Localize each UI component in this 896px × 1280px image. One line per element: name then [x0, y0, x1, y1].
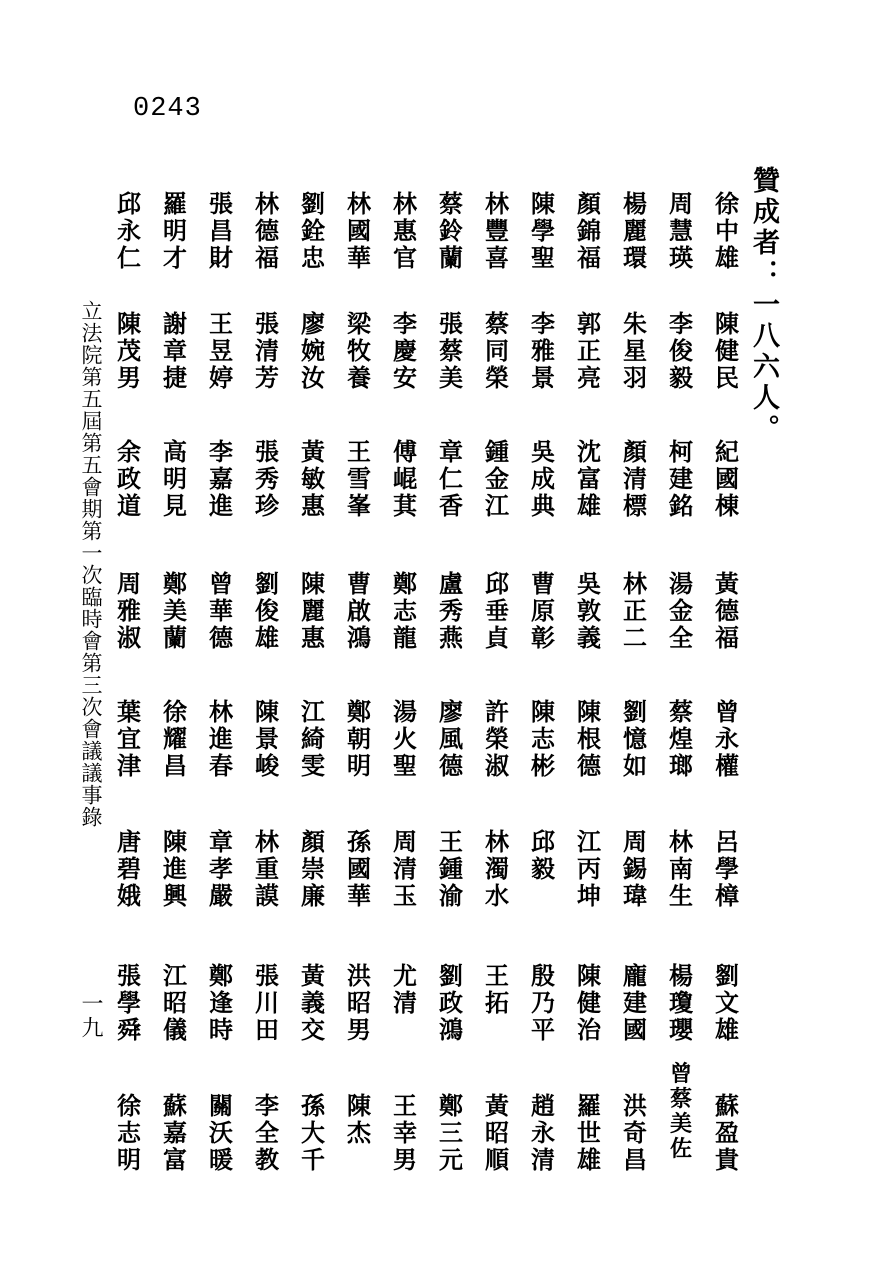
legislator-name: 郭正亮: [577, 309, 601, 392]
legislator-name: 周清玉: [393, 827, 417, 910]
name-column: [658, 190, 704, 1180]
legislator-name: 曾蔡美佐: [669, 1061, 692, 1162]
legislator-name: 張昌財: [209, 189, 233, 272]
legislator-name: 鄭志龍: [393, 569, 417, 652]
legislator-name: 沈富雄: [577, 437, 601, 520]
legislator-name: 鄭三元: [439, 1091, 463, 1174]
name-grid: [100, 190, 750, 1180]
legislator-name: 劉俊雄: [255, 569, 279, 652]
name-column: [428, 190, 474, 1180]
legislator-name: 曹原彰: [531, 569, 555, 652]
legislator-name: 張蔡美: [439, 309, 463, 392]
legislator-name: 章孝嚴: [209, 827, 233, 910]
legislator-name: 李慶安: [393, 309, 417, 392]
legislator-name: 洪昭男: [347, 961, 371, 1044]
legislator-name: 廖婉汝: [301, 309, 325, 392]
legislator-name: 蔡煌瑯: [669, 697, 693, 780]
legislator-name: 陳健治: [577, 961, 601, 1044]
legislator-name: 陳進興: [163, 827, 187, 910]
legislator-name: 林正二: [623, 569, 647, 652]
legislator-name: 邱 毅: [531, 827, 579, 883]
legislator-name: 傅崐萁: [393, 437, 417, 520]
legislator-name: 林豐喜: [485, 189, 509, 272]
legislator-name: 陳景峻: [255, 697, 279, 780]
legislator-name: 梁牧養: [347, 309, 371, 392]
legislator-name: 楊麗環: [623, 189, 647, 272]
legislator-name: 王雪峯: [347, 437, 371, 520]
name-column: [198, 190, 244, 1180]
legislator-name: 黃敏惠: [301, 437, 325, 520]
legislator-name: 羅明才: [163, 189, 187, 272]
legislator-name: 劉政鴻: [439, 961, 463, 1044]
leaf-number: 一九: [78, 992, 103, 1040]
legislator-name: 江昭儀: [163, 961, 187, 1044]
name-column: [382, 189, 441, 1180]
legislator-name: 蔡鈴蘭: [439, 189, 463, 272]
name-column: [106, 190, 152, 1180]
legislator-name: 陳麗惠: [301, 569, 325, 652]
legislator-name: 蘇嘉富: [163, 1091, 187, 1174]
legislator-name: 邱垂貞: [485, 569, 509, 652]
legislator-name: 陳根德: [577, 697, 601, 780]
legislator-name: 李嘉進: [209, 437, 233, 520]
legislator-name: 顏崇廉: [301, 827, 325, 910]
heading: 贊成者：一八六人。: [748, 166, 779, 445]
legislator-name: 洪奇昌: [623, 1091, 647, 1174]
legislator-name: 劉銓忠: [301, 189, 325, 272]
legislator-name: 楊瓊瓔: [669, 961, 693, 1044]
legislator-name: 徐耀昌: [163, 697, 187, 780]
legislator-name: 林濁水: [485, 827, 509, 910]
legislator-name: 盧秀燕: [439, 569, 463, 652]
legislator-name: 高明見: [163, 437, 187, 520]
legislator-name: 孫大千: [301, 1091, 325, 1174]
legislator-name: 徐志明: [117, 1091, 141, 1174]
name-column: [566, 190, 612, 1180]
legislator-name: 陳學聖: [531, 189, 555, 272]
legislator-name: 鄭朝明: [347, 697, 371, 780]
legislator-name: 龐建國: [623, 961, 647, 1044]
legislator-name: 林進春: [209, 697, 233, 780]
legislator-name: 章仁香: [439, 437, 463, 520]
legislator-name: 孫國華: [347, 827, 371, 910]
legislator-name: 陳健民: [715, 309, 739, 392]
legislator-name: 黃義交: [301, 961, 325, 1044]
legislator-name: 湯金全: [669, 569, 693, 652]
legislator-name: 曾永權: [715, 697, 739, 780]
name-column: [520, 189, 579, 1180]
legislator-name: 林國華: [347, 189, 371, 272]
legislator-name: 蔡同榮: [485, 309, 509, 392]
name-column: [704, 190, 750, 1180]
legislator-name: 鄭逢時: [209, 961, 233, 1044]
legislator-name: 湯火聖: [393, 697, 417, 780]
legislator-name: 尤 清: [393, 961, 441, 1017]
legislator-name: 林重謨: [255, 827, 279, 910]
legislator-name: 江丙坤: [577, 827, 601, 910]
name-column: [612, 190, 658, 1180]
name-column: [152, 190, 198, 1180]
legislator-name: 江綺雯: [301, 697, 325, 780]
legislator-name: 王幸男: [393, 1091, 417, 1174]
legislator-name: 呂學樟: [715, 827, 739, 910]
legislator-name: 顏清標: [623, 437, 647, 520]
legislator-name: 謝章捷: [163, 309, 187, 392]
legislator-name: 陳茂男: [117, 309, 141, 392]
legislator-name: 王昱婷: [209, 309, 233, 392]
legislator-name: 鄭美蘭: [163, 569, 187, 652]
legislator-name: 劉文雄: [715, 961, 739, 1044]
legislator-name: 許榮淑: [485, 697, 509, 780]
legislator-name: 李雅景: [531, 309, 555, 392]
page-number: 0243: [133, 94, 202, 124]
legislator-name: 顏錦福: [577, 189, 601, 272]
legislator-name: 葉宜津: [117, 697, 141, 780]
legislator-name: 李俊毅: [669, 309, 693, 392]
legislator-name: 曹啟鴻: [347, 569, 371, 652]
legislator-name: 王鍾渝: [439, 827, 463, 910]
legislator-name: 蘇盈貴: [715, 1091, 739, 1174]
name-column: [290, 190, 336, 1180]
legislator-name: 黃昭順: [485, 1091, 509, 1174]
legislator-name: 吳成典: [531, 437, 555, 520]
footer-title: 立法院第五屆第五會期第一次臨時會第三次會議議事錄: [79, 300, 103, 828]
legislator-name: 紀國棟: [715, 437, 739, 520]
legislator-name: 張清芳: [255, 309, 279, 392]
legislator-name: 黃德福: [715, 569, 739, 652]
legislator-name: 周錫瑋: [623, 827, 647, 910]
legislator-name: 曾華德: [209, 569, 233, 652]
name-column: [474, 189, 533, 1180]
legislator-name: 朱星羽: [623, 309, 647, 392]
name-column: [244, 190, 290, 1180]
legislator-name: 徐中雄: [715, 189, 739, 272]
legislator-name: 張學舜: [117, 961, 141, 1044]
legislator-name: 李全教: [255, 1091, 279, 1174]
legislator-name: 趙永清: [531, 1091, 555, 1174]
legislator-name: 林南生: [669, 827, 693, 910]
legislator-name: 張秀珍: [255, 437, 279, 520]
legislator-name: 廖風德: [439, 697, 463, 780]
legislator-name: 林德福: [255, 189, 279, 272]
legislator-name: 劉憶如: [623, 697, 647, 780]
legislator-name: 王 拓: [485, 961, 533, 1017]
legislator-name: 關沃暖: [209, 1091, 233, 1174]
legislator-name: 鍾金江: [485, 437, 509, 520]
legislator-name: 周慧瑛: [669, 189, 693, 272]
legislator-name: 吳敦義: [577, 569, 601, 652]
legislator-name: 柯建銘: [669, 437, 693, 520]
legislator-name: 羅世雄: [577, 1091, 601, 1174]
legislator-name: 邱永仁: [117, 189, 141, 272]
legislator-name: 陳志彬: [531, 697, 555, 780]
legislator-name: 張川田: [255, 961, 279, 1044]
name-column: [336, 189, 395, 1180]
legislator-name: 殷乃平: [531, 961, 555, 1044]
legislator-name: 陳 杰: [347, 1091, 395, 1147]
legislator-name: 唐碧娥: [117, 827, 141, 910]
legislator-name: 林惠官: [393, 189, 417, 272]
legislator-name: 周雅淑: [117, 569, 141, 652]
legislator-name: 余政道: [117, 437, 141, 520]
